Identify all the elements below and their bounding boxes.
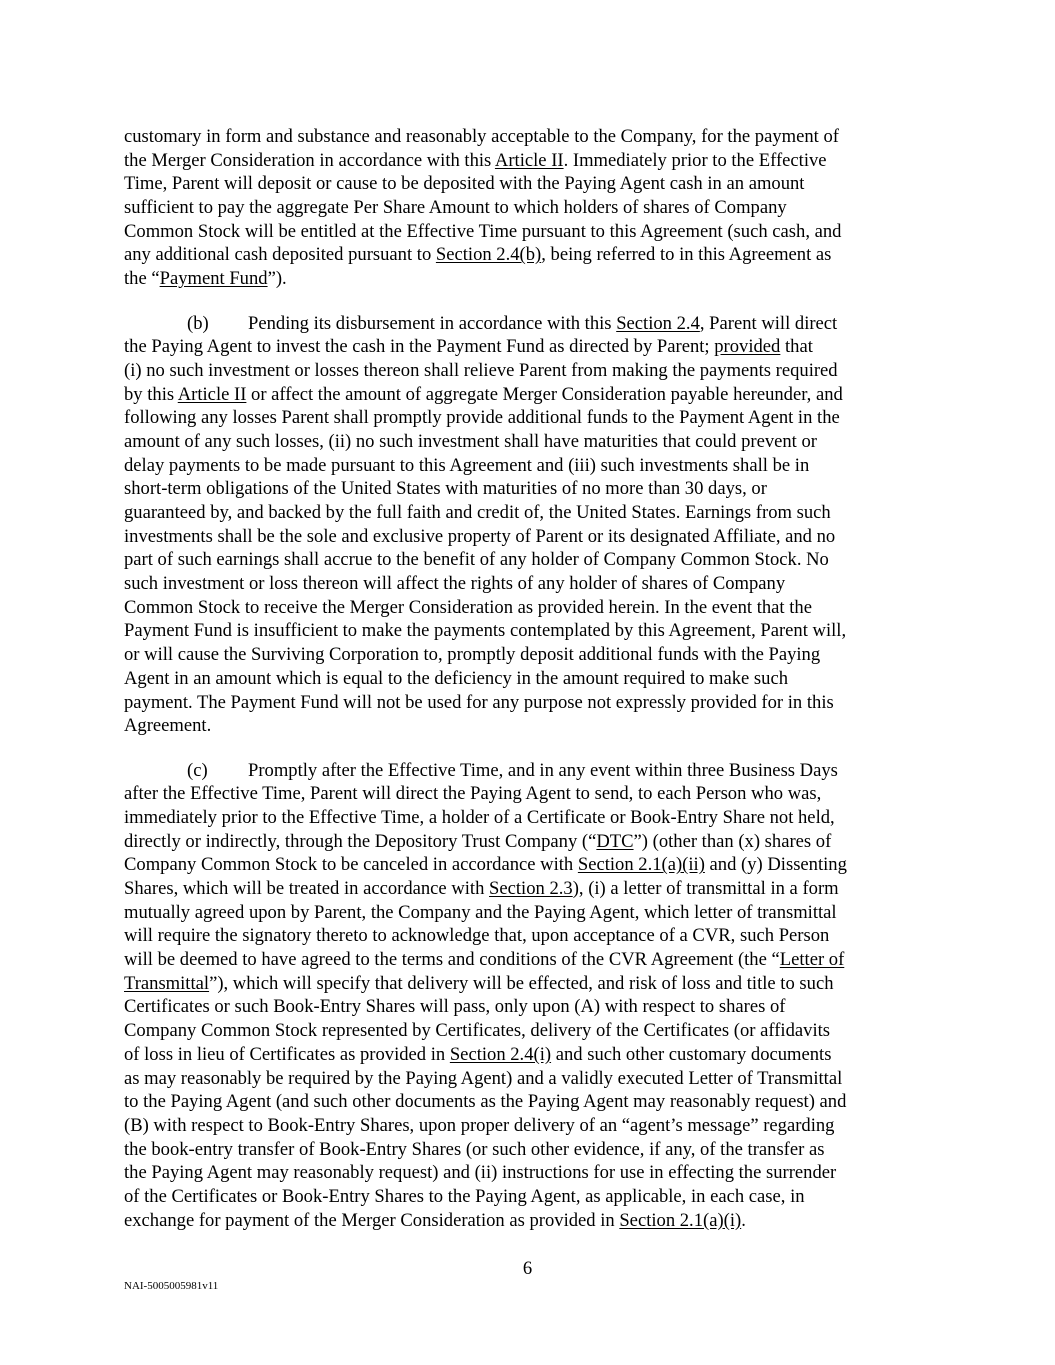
text-line — [124, 312, 936, 336]
text-segment: to the Paying Agent (and such other documents as the Paying Agent may reasonably request) and — [124, 1091, 847, 1113]
text-segment: directly or indirectly, through the Depository Trust Company (“ — [124, 830, 597, 852]
text-line — [124, 924, 936, 948]
text-line — [124, 525, 936, 549]
text-segment: delay payments to be made pursuant to this Agreement and (iii) such investments shall be in — [124, 454, 810, 476]
text-segment: (B) with respect to Book-Entry Shares, upon proper delivery of an “agent’s message” regarding — [124, 1114, 835, 1136]
text-line — [124, 806, 936, 830]
text-segment: as may reasonably be required by the Paying Agent) and a validly executed Letter of Transmittal — [124, 1067, 843, 1089]
text-segment: the “ — [124, 268, 160, 290]
text-line — [124, 572, 936, 596]
text-line — [124, 1043, 936, 1067]
text-line — [124, 596, 936, 620]
text-line — [124, 948, 936, 972]
text-segment: , being referred to in this Agreement as — [541, 244, 832, 266]
text-line — [124, 619, 936, 643]
text-segment: or will cause the Surviving Corporation to, promptly deposit additional funds with the Paying — [124, 644, 821, 666]
text-segment: after the Effective Time, Parent will direct the Paying Agent to send, to each Person who was, — [124, 783, 822, 805]
text-line — [124, 1019, 936, 1043]
cross-reference: Section 2.4(b) — [435, 244, 542, 266]
text-line — [124, 667, 936, 691]
text-line — [124, 548, 936, 572]
cross-reference: Section 2.3 — [489, 878, 573, 899]
text-segment: any additional cash deposited pursuant to — [124, 244, 436, 266]
text-segment: of loss in lieu of Certificates as provided in — [124, 1043, 450, 1065]
text-line — [124, 782, 936, 806]
text-line — [124, 995, 936, 1019]
text-line — [124, 335, 936, 359]
text-segment: the Paying Agent may reasonably request) and (ii) instructions for use in effecting the surrender — [124, 1162, 837, 1184]
text-line — [124, 1209, 936, 1233]
text-segment: such investment or loss thereon will affect the rights of any holder of shares of Company — [124, 573, 786, 595]
text-segment: immediately prior to the Effective Time, a holder of a Certificate or Book-Entry Share not held, — [124, 806, 835, 828]
text-line — [124, 149, 936, 173]
text-line — [124, 901, 936, 925]
text-segment: Promptly after the Effective Time, and in any event within three Business Days — [248, 759, 838, 781]
text-line — [124, 972, 936, 996]
text-segment: will be deemed to have agreed to the terms and conditions of the CVR Agreement (the “ — [124, 949, 780, 971]
text-segment: (i) no such investment or losses thereon shall relieve Parent from making the payments required — [124, 359, 838, 381]
text-line — [124, 196, 936, 220]
cross-reference: Article II — [177, 383, 247, 405]
text-segment: Company Common Stock represented by Certificates, delivery of the Certificates (or affidavits — [124, 1020, 831, 1042]
text-segment: amount of any such losses, (ii) no such investment shall have maturities that could prevent or — [124, 430, 817, 452]
text-line — [124, 830, 936, 854]
text-segment: sufficient to pay the aggregate Per Share Amount to which holders of shares of Company — [124, 197, 787, 219]
text-line — [124, 643, 936, 667]
text-segment: the Paying Agent to invest the cash in the Payment Fund as directed by Parent; — [124, 336, 715, 358]
text-segment: following any losses Parent shall promptly provide additional funds to the Payment Agent in the — [124, 407, 840, 429]
text-segment: Common Stock to receive the Merger Consideration as provided herein. In the event that the — [124, 596, 812, 618]
text-line — [124, 454, 936, 478]
cross-reference: Transmittal — [124, 972, 210, 994]
text-segment: ”). — [267, 268, 287, 290]
page-number: 6 — [522, 1258, 533, 1279]
text-line — [124, 406, 936, 430]
text-line — [124, 501, 936, 525]
text-line — [124, 1138, 936, 1162]
text-segment: Pending its disbursement in accordance with this — [248, 312, 617, 334]
cross-reference: Section 2.4(i) — [449, 1043, 552, 1065]
text-segment: customary in form and substance and reasonably acceptable to the Company, for the payment of — [124, 126, 839, 147]
cross-reference: Payment Fund — [159, 268, 268, 290]
text-segment: . — [741, 1209, 746, 1231]
text-segment: and such other customary documents — [551, 1043, 832, 1065]
text-segment: Payment Fund is insufficient to make the payments contemplated by this Agreement, Parent will, — [124, 620, 847, 642]
text-segment: Common Stock will be entitled at the Effective Time pursuant to this Agreement (such cash, and — [124, 220, 842, 242]
text-segment: that — [780, 336, 813, 358]
cross-reference: DTC — [596, 830, 634, 852]
text-line — [124, 220, 936, 244]
text-line — [124, 714, 936, 738]
text-segment: mutually agreed upon by Parent, the Company and the Paying Agent, which letter of transmittal — [124, 901, 837, 923]
text-segment: or affect the amount of aggregate Merger Consideration payable hereunder, and — [246, 383, 843, 405]
cross-reference: Section 2.1(a)(ii) — [577, 854, 705, 876]
paragraph-label: (c) — [187, 759, 208, 781]
cross-reference: Section 2.4 — [616, 312, 700, 334]
paragraph-c — [124, 759, 936, 1233]
cross-reference: provided — [714, 336, 781, 358]
text-segment: ”), which will specify that delivery will be effected, and risk of loss and title to such — [209, 972, 834, 994]
text-line — [124, 267, 936, 291]
text-segment: , Parent will direct — [699, 312, 838, 334]
text-line — [124, 1114, 936, 1138]
text-line — [124, 430, 936, 454]
text-line — [124, 359, 936, 383]
cross-reference: Section 2.1(a)(i) — [619, 1209, 742, 1231]
text-line — [124, 125, 936, 149]
text-line — [124, 759, 936, 783]
text-segment: will require the signatory thereto to acknowledge that, upon acceptance of a CVR, such Person — [124, 925, 830, 947]
document-body — [124, 125, 936, 1232]
text-line — [124, 243, 936, 267]
text-segment: Certificates or such Book-Entry Shares will pass, only upon (A) with respect to shares of — [124, 996, 786, 1018]
text-segment: the Merger Consideration in accordance with this — [124, 149, 495, 171]
paragraph-label: (b) — [187, 312, 209, 334]
text-line — [124, 1067, 936, 1091]
text-line — [124, 1161, 936, 1185]
text-segment: exchange for payment of the Merger Consideration as provided in — [124, 1209, 620, 1231]
text-segment: investments shall be the sole and exclusive property of Parent or its designated Affiliate, and no — [124, 525, 836, 547]
text-line — [124, 853, 936, 877]
text-segment: . Immediately prior to the Effective — [563, 149, 827, 171]
text-segment: short-term obligations of the United States with maturities of no more than 30 days, or — [124, 478, 767, 500]
text-line — [124, 477, 936, 501]
text-segment: by this — [124, 383, 178, 405]
text-segment: payment. The Payment Fund will not be used for any purpose not expressly provided for in this — [124, 691, 834, 713]
text-line — [124, 691, 936, 715]
cross-reference: Letter of — [779, 949, 845, 971]
text-segment: guaranteed by, and backed by the full faith and credit of, the United States. Earnings from such — [124, 502, 831, 523]
text-line — [124, 1090, 936, 1114]
text-line — [124, 172, 936, 196]
text-line — [124, 383, 936, 407]
text-segment: Agent in an amount which is equal to the deficiency in the amount required to make such — [124, 667, 789, 689]
text-segment: ”) (other than (x) shares of — [633, 830, 832, 852]
text-segment: Time, Parent will deposit or cause to be deposited with the Paying Agent cash in an amount — [124, 173, 805, 195]
text-segment: Shares, which will be treated in accordance with — [124, 878, 490, 899]
text-segment: Company Common Stock to be canceled in accordance with — [124, 854, 578, 876]
text-line — [124, 1185, 936, 1209]
text-segment: and (y) Dissenting — [704, 854, 847, 876]
text-segment: Agreement. — [124, 715, 212, 737]
text-segment: part of such earnings shall accrue to the benefit of any holder of Company Common Stock. No — [124, 549, 829, 571]
paragraph-b — [124, 312, 936, 738]
text-segment: of the Certificates or Book-Entry Shares to the Paying Agent, as applicable, in each case, in — [124, 1185, 805, 1207]
document-id-footer: NAI-5005005981v11 — [124, 1280, 219, 1292]
cross-reference: Article II — [494, 149, 564, 171]
text-segment: the book-entry transfer of Book-Entry Shares (or such other evidence, if any, of the transfer as — [124, 1138, 825, 1160]
text-segment: ), (i) a letter of transmittal in a form — [572, 878, 839, 899]
paragraph-a-continuation — [124, 125, 936, 291]
text-line — [124, 877, 936, 901]
